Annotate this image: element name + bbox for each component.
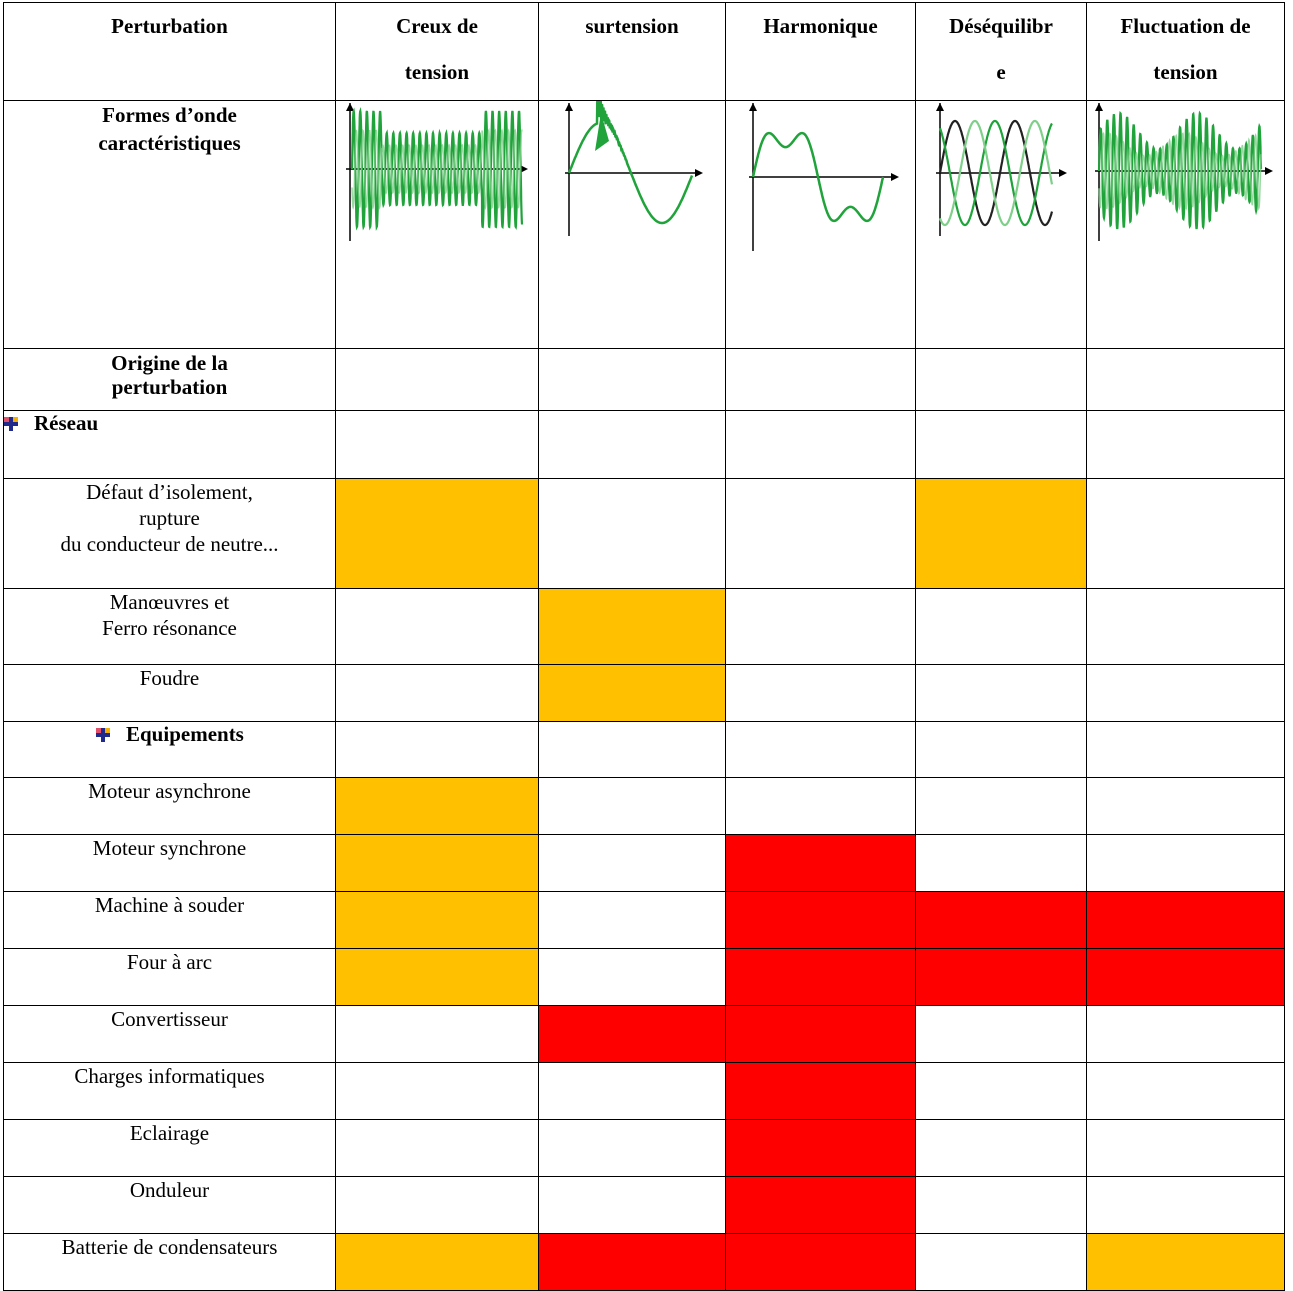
table-row: [4, 479, 1285, 589]
table-row: [4, 1177, 1285, 1234]
x-arrow: [891, 173, 899, 181]
cell-empty: [1087, 1120, 1285, 1177]
cell-red: [726, 949, 916, 1006]
cell-empty: [539, 835, 726, 892]
waveform-row: [4, 101, 1285, 349]
cell-red: [726, 835, 916, 892]
header-unbalance: Déséquilibr e: [916, 3, 1087, 101]
origin-label: Origine de la perturbation: [4, 349, 336, 411]
row-label: Manœuvres et Ferro résonance: [4, 589, 336, 665]
cell-empty: [539, 949, 726, 1006]
header-fluctuation: Fluctuation de tension: [1087, 3, 1285, 101]
row-label: Foudre: [4, 665, 336, 722]
cell-orange: [539, 589, 726, 665]
cell-empty: [336, 1120, 539, 1177]
unbalance-waveform-icon: [934, 101, 1069, 241]
cell-empty: [1087, 1063, 1285, 1120]
voltage-dip-waveform-cell: [336, 101, 539, 349]
cell-empty: [1087, 1177, 1285, 1234]
cell-empty: [916, 1120, 1087, 1177]
cell-orange: [916, 479, 1087, 589]
row-label: Défaut d’isolement, rupture du conducteur de neutre...: [4, 479, 336, 589]
table-row: [4, 835, 1285, 892]
cell-orange: [1087, 1234, 1285, 1291]
row-label: Four à arc: [4, 949, 336, 1006]
cell-empty: [539, 1120, 726, 1177]
y-arrow: [565, 103, 573, 111]
bullet-icon: [4, 417, 18, 431]
cell-orange: [336, 949, 539, 1006]
cell-empty: [336, 1177, 539, 1234]
section-equipment: Equipements: [4, 722, 336, 778]
voltage-fluctuation-waveform-icon: [1093, 101, 1278, 251]
header-harmonic: Harmonique: [726, 3, 916, 101]
table-row: [4, 1063, 1285, 1120]
cell-empty: [1087, 589, 1285, 665]
cell-empty: [916, 835, 1087, 892]
cell-empty: [539, 1063, 726, 1120]
cell-empty: [726, 479, 916, 589]
cell-empty: [726, 665, 916, 722]
cell-empty: [1087, 1006, 1285, 1063]
table-row: [4, 1006, 1285, 1063]
row-label: Moteur asynchrone: [4, 778, 336, 835]
bullet-icon: [96, 728, 110, 742]
cell-orange: [539, 665, 726, 722]
overvoltage-waveform-cell: [539, 101, 726, 349]
cell-red: [726, 1120, 916, 1177]
voltage-dip-waveform-icon: [342, 101, 532, 251]
x-arrow: [1265, 167, 1273, 175]
cell-red: [726, 892, 916, 949]
cell-empty: [726, 589, 916, 665]
cell-empty: [539, 778, 726, 835]
cell-orange: [336, 835, 539, 892]
x-arrow: [695, 169, 703, 177]
cell-empty: [1087, 665, 1285, 722]
section-network-row: [4, 411, 1285, 479]
cell-red: [1087, 892, 1285, 949]
table-row: [4, 892, 1285, 949]
row-label: Convertisseur: [4, 1006, 336, 1063]
section-network: Réseau: [4, 411, 336, 479]
section-equipment-row: [4, 722, 1285, 778]
cell-empty: [1087, 778, 1285, 835]
table-row: [4, 949, 1285, 1006]
unbalance-waveform-cell: [916, 101, 1087, 349]
cell-red: [726, 1177, 916, 1234]
x-arrow: [1059, 169, 1067, 177]
cell-empty: [916, 589, 1087, 665]
table-row: [4, 665, 1285, 722]
cell-red: [539, 1234, 726, 1291]
waveform-label: Formes d’onde caractéristiques: [4, 101, 336, 349]
cell-empty: [916, 1234, 1087, 1291]
table-row: [4, 1234, 1285, 1291]
header-row: [4, 3, 1285, 101]
header-perturbation: Perturbation: [4, 3, 336, 101]
cell-red: [1087, 949, 1285, 1006]
cell-red: [726, 1234, 916, 1291]
row-label: Onduleur: [4, 1177, 336, 1234]
cell-empty: [916, 1006, 1087, 1063]
y-arrow: [936, 103, 944, 111]
cell-empty: [726, 778, 916, 835]
cell-empty: [916, 778, 1087, 835]
cell-empty: [916, 1063, 1087, 1120]
row-label: Eclairage: [4, 1120, 336, 1177]
cell-empty: [336, 1006, 539, 1063]
y-arrow: [346, 103, 354, 111]
row-label: Moteur synchrone: [4, 835, 336, 892]
y-arrow: [1095, 103, 1103, 111]
cell-red: [539, 1006, 726, 1063]
cell-empty: [336, 1063, 539, 1120]
perturbation-table: [3, 2, 1285, 1291]
header-overvoltage: surtension: [539, 3, 726, 101]
y-arrow: [749, 103, 757, 111]
cell-red: [726, 1063, 916, 1120]
cell-red: [916, 949, 1087, 1006]
cell-orange: [336, 778, 539, 835]
cell-empty: [1087, 479, 1285, 589]
cell-empty: [539, 479, 726, 589]
harmonic-waveform-cell: [726, 101, 916, 349]
row-label: Charges informatiques: [4, 1063, 336, 1120]
harmonic-waveform-icon: [741, 101, 901, 251]
header-voltage-dip: Creux de tension: [336, 3, 539, 101]
cell-red: [726, 1006, 916, 1063]
cell-orange: [336, 479, 539, 589]
cell-empty: [539, 892, 726, 949]
row-label: Machine à souder: [4, 892, 336, 949]
cell-empty: [539, 1177, 726, 1234]
cell-empty: [336, 589, 539, 665]
cell-empty: [1087, 835, 1285, 892]
cell-orange: [336, 1234, 539, 1291]
table-row: [4, 589, 1285, 665]
cell-red: [916, 892, 1087, 949]
row-label: Batterie de condensateurs: [4, 1234, 336, 1291]
overvoltage-wave: [569, 101, 692, 223]
cell-empty: [336, 665, 539, 722]
overvoltage-waveform-icon: [557, 101, 707, 241]
table-row: [4, 778, 1285, 835]
fluctuation-waveform-cell: [1087, 101, 1285, 349]
cell-empty: [916, 1177, 1087, 1234]
origin-row: [4, 349, 1285, 411]
table-row: [4, 1120, 1285, 1177]
cell-empty: [916, 665, 1087, 722]
cell-orange: [336, 892, 539, 949]
